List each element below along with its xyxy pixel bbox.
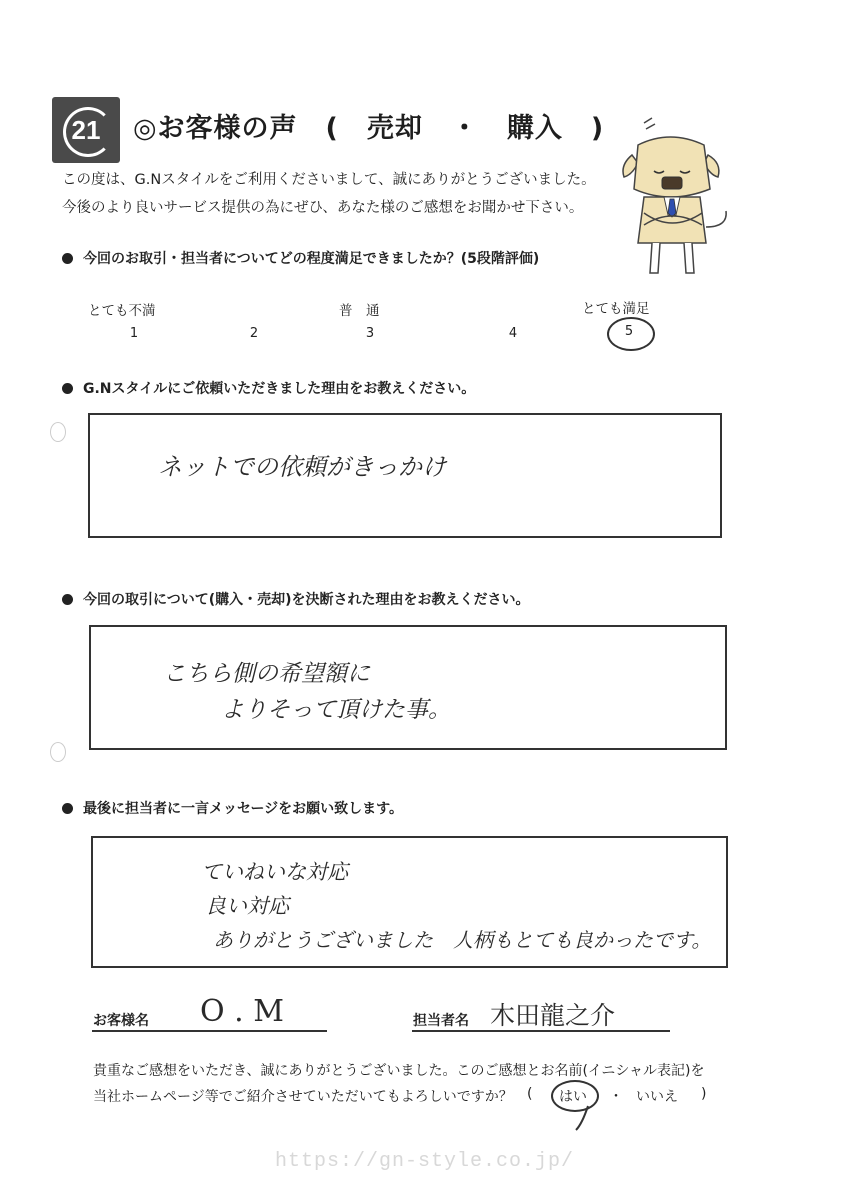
consent-yes-option[interactable]: はい: [559, 1089, 587, 1105]
consent-mark-stroke-icon: [572, 1104, 592, 1134]
binder-hole: [50, 422, 66, 442]
bullet-icon: [62, 383, 73, 394]
consent-no-option[interactable]: いいえ: [636, 1089, 678, 1105]
intro-line-1: この度は、G.Nスタイルをご利用くださいまして、誠にありがとうございました。: [62, 172, 596, 188]
answer-4-line-3: ありがとうございました 人柄もとても良かったです。: [213, 928, 712, 952]
page-title: ◎お客様の声 ( 売却 ・ 購入 ): [133, 113, 605, 144]
staff-name-value: 木田龍之介: [490, 1001, 616, 1030]
intro-line-2: 今後のより良いサービス提供の為にぜひ、あなた様のご感想をお聞かせ下さい。: [62, 200, 584, 216]
consent-close-paren: ): [701, 1086, 707, 1102]
question-4-text: 最後に担当者に一言メッセージをお願い致します。: [83, 801, 404, 817]
consent-line-1: 貴重なご感想をいただき、誠にありがとうございました。このご感想とお名前(イニシャル表記)を: [93, 1063, 705, 1079]
scale-option-5[interactable]: 5: [624, 324, 634, 339]
customer-name-value: O . M: [200, 994, 284, 1029]
scale-option-1[interactable]: 1: [129, 326, 139, 341]
question-1-text: 今回のお取引・担当者についてどの程度満足できましたか？(5段階評価): [83, 251, 540, 267]
consent-line-2: 当社ホームページ等でご紹介させていただいてもよろしいですか？: [93, 1089, 513, 1105]
answer-2-text: ネットでの依頼がきっかけ: [158, 453, 446, 481]
question-1: [62, 248, 539, 268]
staff-name-line: [412, 1030, 670, 1032]
century21-logo: [52, 97, 120, 163]
scale-label-mid: 普 通: [339, 303, 380, 319]
answer-4-line-2: 良い対応: [205, 894, 289, 918]
website-url: https://gn-style.co.jp/: [274, 1150, 575, 1173]
bullet-icon: [62, 253, 73, 264]
scale-label-high: とても満足: [582, 301, 650, 317]
answer-4-line-1: ていねいな対応: [201, 860, 348, 884]
question-2-text: G.Nスタイルにご依頼いただきました理由をお教えください。: [83, 381, 476, 397]
scale-option-3[interactable]: 3: [365, 326, 375, 341]
consent-separator: ・: [609, 1089, 623, 1105]
question-3: [62, 589, 530, 609]
question-4: [62, 798, 403, 818]
customer-name-label: お客様名: [93, 1013, 149, 1029]
dog-mascot-icon: [610, 115, 735, 277]
scale-option-4[interactable]: 4: [508, 326, 518, 341]
answer-3-line-1: こちら側の希望額に: [163, 661, 370, 687]
answer-box-3[interactable]: [89, 625, 727, 750]
staff-name-label: 担当者名: [413, 1013, 469, 1029]
binder-hole: [50, 742, 66, 762]
logo-text: 21: [71, 115, 101, 145]
question-2: [62, 378, 475, 398]
consent-open-paren: (: [527, 1086, 533, 1102]
answer-3-line-2: よりそって頂けた事。: [221, 697, 451, 723]
bullet-icon: [62, 594, 73, 605]
answer-box-2[interactable]: [88, 413, 722, 538]
customer-name-line: [92, 1030, 327, 1032]
bullet-icon: [62, 803, 73, 814]
scale-label-low: とても不満: [88, 303, 156, 319]
answer-box-4[interactable]: [91, 836, 728, 968]
scale-option-2[interactable]: 2: [249, 326, 259, 341]
question-3-text: 今回の取引について(購入・売却)を決断された理由をお教えください。: [83, 592, 530, 608]
